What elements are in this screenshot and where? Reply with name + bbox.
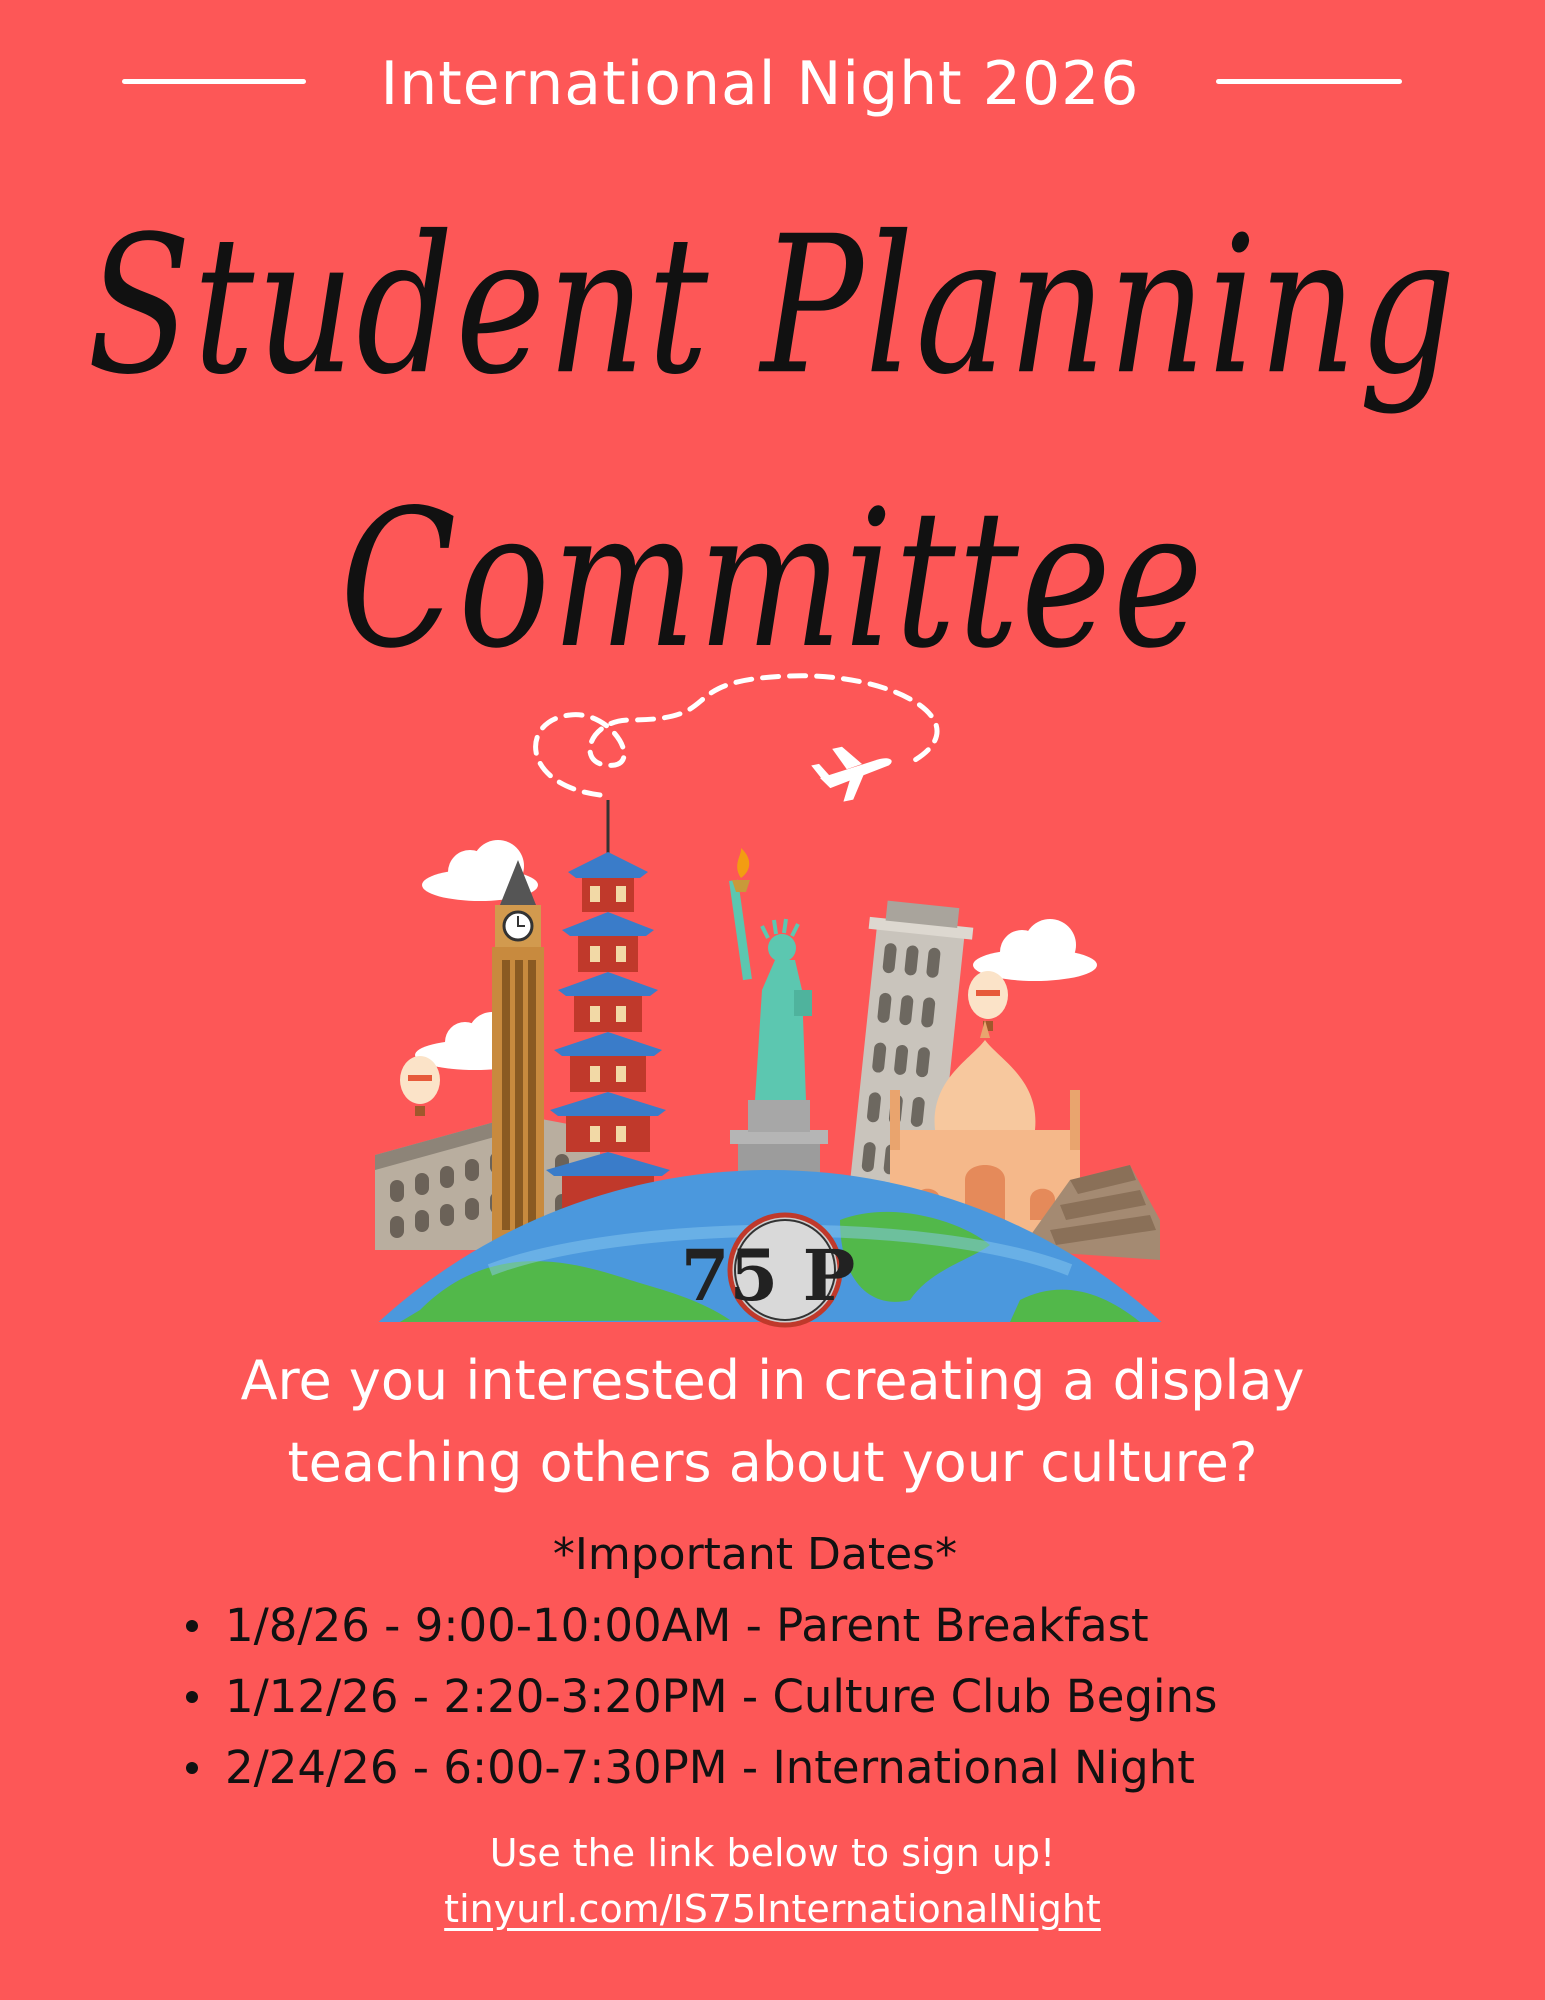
header bbox=[0, 44, 1545, 124]
date-item bbox=[180, 1590, 1217, 1661]
committee-title-line2: Committee bbox=[340, 468, 1205, 690]
bullet-icon bbox=[186, 1691, 198, 1703]
header-rule-right bbox=[1216, 79, 1402, 84]
signup-link-container bbox=[0, 1881, 1545, 1937]
date-item-text: 1/12/26 - 2:20-3:20PM - Culture Club Begins bbox=[225, 1670, 1218, 1723]
airplane-icon bbox=[809, 737, 898, 806]
important-dates-list bbox=[180, 1590, 1217, 1803]
interest-question bbox=[0, 1340, 1545, 1504]
big-ben-landmark bbox=[492, 860, 544, 1247]
flight-path bbox=[536, 676, 937, 795]
header-rule-left bbox=[122, 79, 306, 84]
date-item-text: 1/8/26 - 9:00-10:00AM - Parent Breakfast bbox=[225, 1599, 1149, 1652]
date-item bbox=[180, 1732, 1217, 1803]
question-line2: teaching others about your culture? bbox=[287, 1431, 1258, 1494]
bullet-icon bbox=[186, 1620, 198, 1632]
bullet-icon bbox=[186, 1762, 198, 1774]
date-item bbox=[180, 1661, 1217, 1732]
logo-letter: 75 P bbox=[680, 1234, 856, 1317]
important-dates-heading: *Important Dates* bbox=[552, 1529, 958, 1580]
date-item-text: 2/24/26 - 6:00-7:30PM - International Night bbox=[225, 1741, 1195, 1794]
signup-link[interactable]: tinyurl.com/IS75InternationalNight bbox=[444, 1887, 1101, 1931]
hot-air-balloon-right bbox=[968, 971, 1008, 1031]
question-line1: Are you interested in creating a display bbox=[240, 1349, 1305, 1412]
committee-title-line1: Student Planning bbox=[87, 195, 1458, 417]
event-title: International Night 2026 bbox=[380, 49, 1140, 119]
world-landmarks-illustration bbox=[370, 660, 1170, 1330]
hot-air-balloon-left bbox=[400, 1056, 440, 1116]
signup-prompt: Use the link below to sign up! bbox=[489, 1831, 1056, 1875]
pagoda-landmark bbox=[546, 800, 670, 1246]
